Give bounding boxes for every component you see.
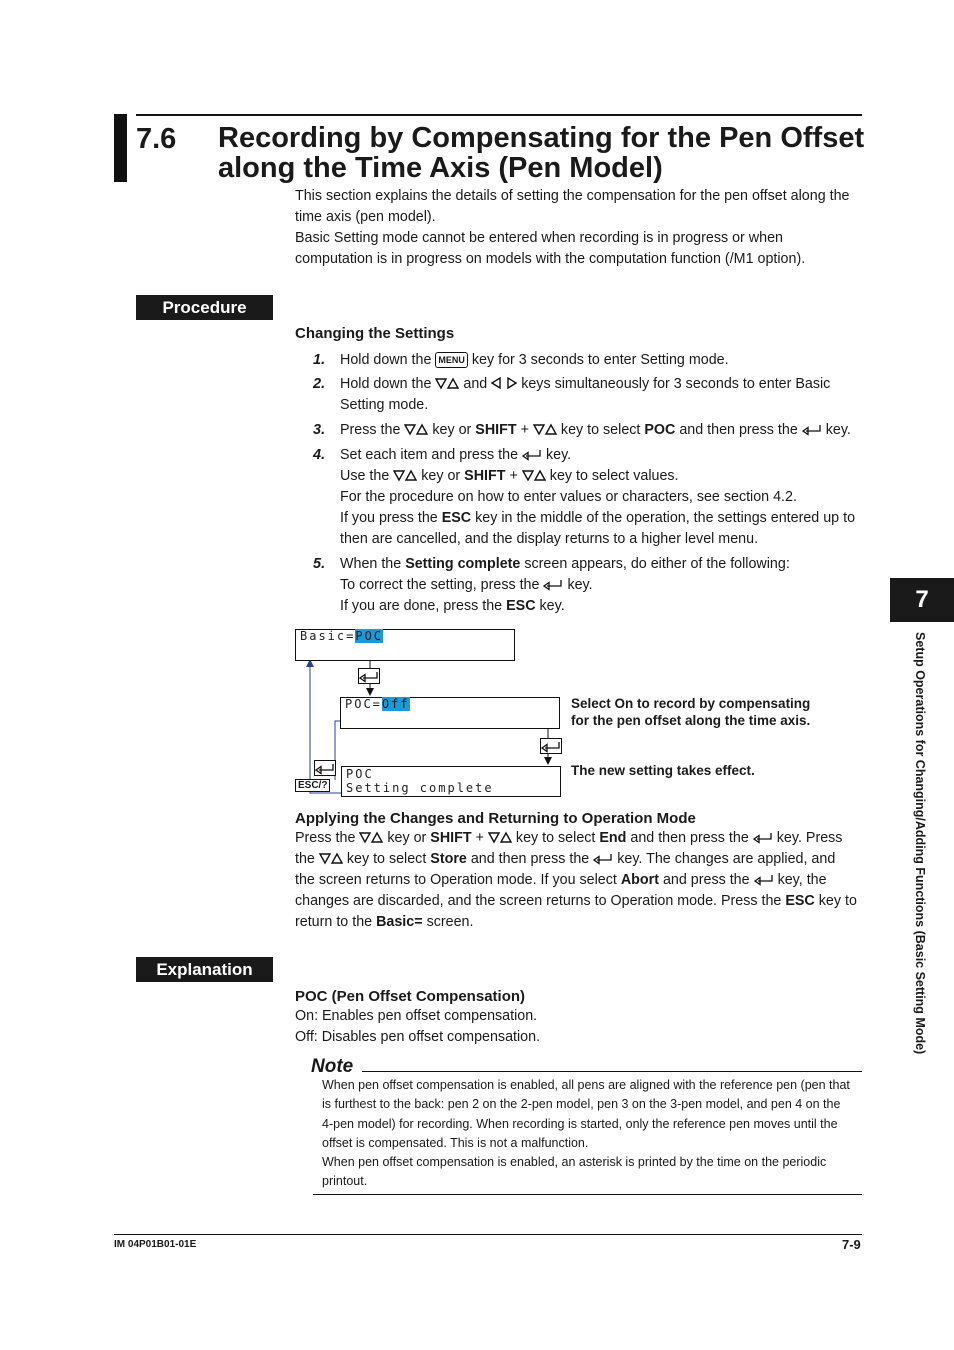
down-up-arrows-icon <box>435 377 459 390</box>
screen-setting-complete: POC Setting complete <box>341 766 561 797</box>
left-right-arrows-icon <box>491 377 517 390</box>
poc-options <box>295 1006 540 1048</box>
apply-heading: Applying the Changes and Returning to Operation Mode <box>295 810 696 827</box>
step-3 <box>313 420 325 441</box>
step-2-text: Hold down the and keys simultaneously for 3 seconds to enter Basic Setting mode. <box>340 376 831 413</box>
section-number: 7.6 <box>136 123 177 155</box>
screen-poc: POC=Off <box>340 697 560 729</box>
note-body: When pen offset compensation is enabled, all pens are aligned with the reference pen (pen that is furthest to the back: pen 2 on the 2-pen model, pen 3 on the 3-pen model, and pen 4 on the 4-pen model) for recording. When recording is started, only the reference pen moves until the offset is compensated. This is not a malfunction. When pen offset compensation is enabled, an asterisk is printed by the time on the periodic printout. <box>322 1078 850 1189</box>
intro-line: time axis (pen model). <box>295 209 436 225</box>
step-number: 1. <box>313 352 326 368</box>
option-off: Off: Disables pen offset compensation. <box>295 1029 541 1045</box>
note-title: Note <box>311 1056 354 1077</box>
section-marker <box>114 114 127 182</box>
apply-text: Press the key or SHIFT + key to select End and then press the key. Press the key to select Store and then press the key. The changes are applied, and the screen returns to Operation mode. If you select Abort and press the key, the changes are discarded, and the screen returns to Operation mode. Press the ESC key to return to the Basic= screen. <box>295 830 857 930</box>
poc-heading: POC (Pen Offset Compensation) <box>295 988 526 1005</box>
down-up-arrows-icon <box>533 423 557 436</box>
enter-key-icon <box>802 423 822 436</box>
step-number: 5. <box>313 556 326 572</box>
menu-key-icon: MENU <box>435 352 468 368</box>
enter-key-icon <box>754 873 774 886</box>
step-1-text: Hold down the MENU key for 3 seconds to enter Setting mode. <box>340 352 729 368</box>
step-1 <box>313 350 325 371</box>
step-3-text: Press the key or SHIFT + key to select POC and then press the key. <box>340 422 851 438</box>
down-up-arrows-icon <box>319 852 343 865</box>
intro-line: Basic Setting mode cannot be entered when recording is in progress or when <box>295 230 783 246</box>
intro-line: This section explains the details of setting the compensation for the pen offset along the <box>295 188 850 204</box>
enter-key-icon <box>540 738 562 754</box>
screen-basic: Basic=POC <box>295 629 515 661</box>
step-number: 3. <box>313 422 326 438</box>
doc-id: IM 04P01B01-01E <box>114 1239 197 1250</box>
section-title <box>218 123 878 183</box>
chapter-tab: 7 <box>890 578 954 622</box>
step-4 <box>313 445 325 466</box>
note-rule-bottom <box>313 1194 862 1195</box>
down-up-arrows-icon <box>404 423 428 436</box>
down-up-arrows-icon <box>359 831 383 844</box>
title-line-1: Recording by Compensating for the Pen Offset <box>218 122 865 154</box>
step-5 <box>313 554 325 575</box>
down-up-arrows-icon <box>522 469 546 482</box>
intro <box>295 186 865 270</box>
title-line-2: along the Time Axis (Pen Model) <box>218 152 663 184</box>
header-rule <box>136 114 862 116</box>
chapter-side-title: Setup Operations for Changing/Adding Functions (Basic Setting Mode) <box>913 632 927 1055</box>
selected-value: Off <box>381 697 410 711</box>
diagram-caption-1: Select On to record by compensating for the pen offset along the time axis. <box>571 696 811 728</box>
step-5-text: When the Setting complete screen appears, do either of the following: To correct the setting, press the key. If you are done, press the ESC key. <box>340 556 790 614</box>
step-number: 2. <box>313 376 326 392</box>
step-4-text: Set each item and press the key. Use the key or SHIFT + key to select values. For the procedure on how to enter values or characters, see section 4.2. If you press the ESC key in the middle of the operation, the settings entered up to then are cancelled, and the display returns to a higher level menu. <box>340 447 856 547</box>
esc-key-icon: ESC/? <box>295 779 330 792</box>
changing-settings-heading: Changing the Settings <box>295 325 455 342</box>
step-number: 4. <box>313 447 326 463</box>
step-2 <box>313 374 325 395</box>
enter-key-icon <box>543 578 563 591</box>
enter-key-icon <box>314 760 336 776</box>
footer-rule <box>114 1234 862 1235</box>
note-rule-top <box>362 1071 862 1072</box>
down-up-arrows-icon <box>393 469 417 482</box>
selected-value: POC <box>355 629 384 643</box>
diagram-caption-2: The new setting takes effect. <box>571 763 755 778</box>
down-up-arrows-icon <box>488 831 512 844</box>
explanation-label: Explanation <box>136 957 273 982</box>
enter-key-icon <box>522 448 542 461</box>
enter-key-icon <box>753 831 773 844</box>
page-number: 7-9 <box>842 1237 861 1252</box>
enter-key-icon <box>358 668 380 684</box>
intro-line: computation is in progress on models with the computation function (/M1 option). <box>295 251 806 267</box>
procedure-label: Procedure <box>136 295 273 320</box>
option-on: On: Enables pen offset compensation. <box>295 1008 538 1024</box>
enter-key-icon <box>593 852 613 865</box>
